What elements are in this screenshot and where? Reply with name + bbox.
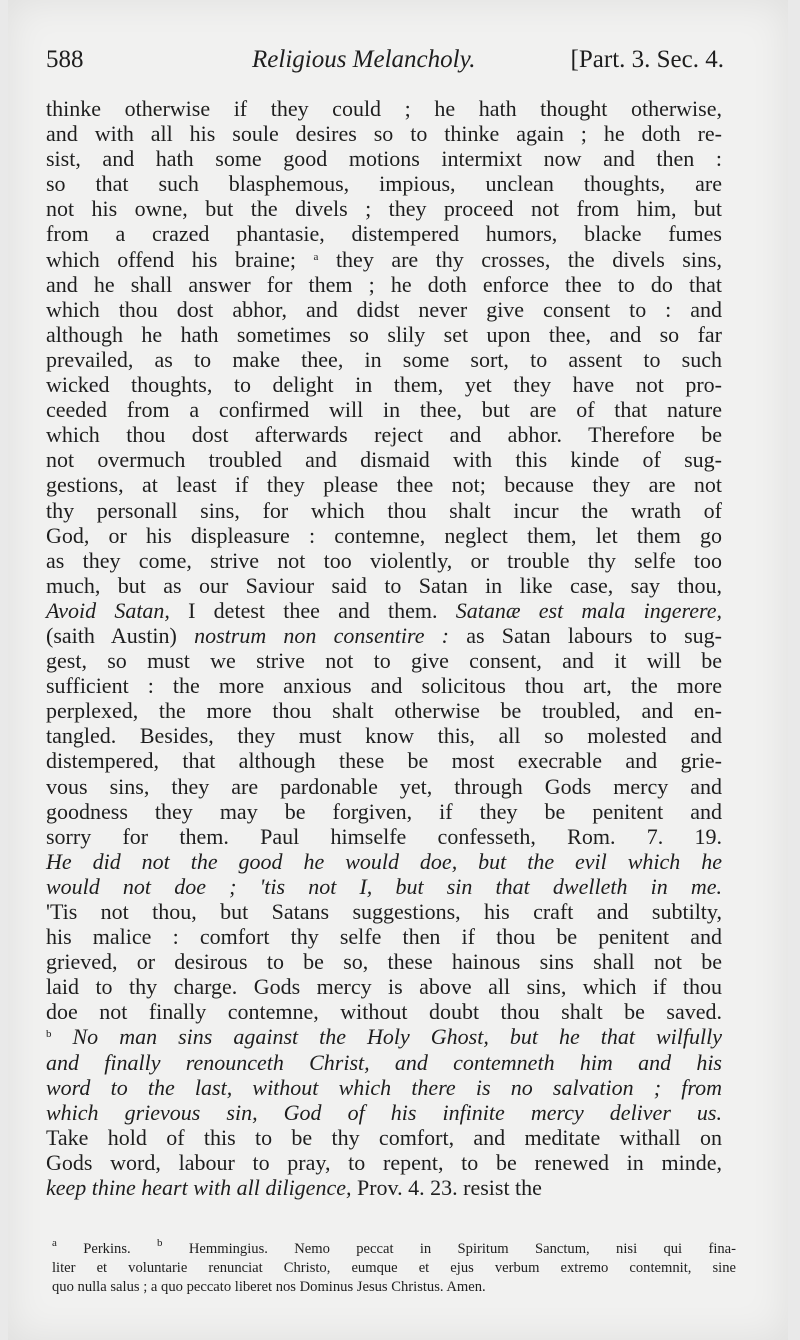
footnotes (52, 1237, 737, 1297)
body-line (46, 824, 722, 849)
text-run: so that such blasphemous, impious, unclean thoughts, are (46, 171, 722, 197)
text-run: distempered, that although these be most execrable and grie- (46, 748, 722, 774)
body-line (46, 799, 722, 824)
text-run: ceeded from a confirmed will in thee, but are of that nature (46, 397, 722, 423)
body-line (46, 96, 722, 121)
body-line (46, 498, 722, 523)
footnote-line (52, 1259, 736, 1278)
text-run: Satanæ est mala ingerere, (455, 597, 723, 623)
text-run: (saith Austin) (46, 622, 195, 648)
body-line (46, 874, 722, 899)
page-number: 588 (46, 46, 84, 73)
body-line (46, 623, 722, 648)
body-line (46, 171, 722, 196)
body-line (46, 322, 722, 347)
text-run: sist, and hath some good motions intermixt now and then : (46, 146, 722, 172)
body-line (46, 774, 722, 799)
text-run: they are thy crosses, the divels sins, (318, 246, 722, 272)
text-run: He did not the good he would doe, but the evil which he (46, 848, 722, 874)
body-line (46, 472, 722, 497)
body-line (46, 849, 722, 874)
body-line (46, 422, 722, 447)
body-line (46, 598, 722, 623)
body-line (46, 723, 722, 748)
body-line (46, 949, 722, 974)
body-line (46, 1125, 722, 1150)
text-run: Take hold of this to be thy comfort, and meditate withall on (46, 1124, 722, 1150)
body-line (46, 899, 722, 924)
body-line (46, 297, 722, 322)
text-run: grieved, or desirous to be so, these hainous sins shall not be (46, 949, 722, 975)
footnote-line (52, 1278, 736, 1297)
body-line (46, 372, 722, 397)
part-section-label: [Part. 3. Sec. 4. (570, 46, 724, 73)
body-line (46, 974, 722, 999)
body-text (46, 96, 722, 1200)
text-run: Gods word, labour to pray, to repent, to be renewed in minde, (46, 1149, 722, 1175)
body-line (46, 924, 722, 949)
text-run: nostrum non consentire : (194, 622, 449, 648)
body-line (46, 146, 722, 171)
text-run: which thou dost abhor, and didst never give consent to : and (46, 296, 722, 322)
text-run: God, or his displeasure : contemne, neglect them, let them go (46, 522, 722, 548)
body-line (46, 272, 722, 297)
text-run: 'Tis not thou, but Satans suggestions, his craft and subtilty, (46, 899, 722, 924)
text-run: prevailed, as to make thee, in some sort, to assent to such (46, 346, 722, 372)
body-line (46, 548, 722, 573)
body-line (46, 1024, 722, 1049)
running-header (46, 46, 736, 86)
text-run: word to the last, without which there is no salvation ; from (46, 1074, 722, 1100)
text-run: quo nulla salus ; a quo peccato liberet nos Dominus Jesus Christus. Amen. (52, 1279, 486, 1295)
text-run: as they come, strive not too violently, or trouble thy selfe too (46, 547, 722, 573)
footnote-marker: a (52, 1237, 57, 1249)
text-run: tangled. Besides, they must know this, all so molested and (46, 723, 722, 749)
body-line (46, 1175, 722, 1200)
text-run: Hemmingius. Nemo peccat in Spiritum Sanctum, nisi qui fina- (162, 1241, 737, 1257)
body-line (46, 748, 722, 773)
text-run: goodness they may be forgiven, if they be penitent and (46, 798, 722, 824)
text-run: his malice : comfort thy selfe then if thou be penitent and (46, 924, 722, 950)
text-run: not overmuch troubled and dismaid with this kinde of sug- (46, 447, 722, 473)
body-line (46, 221, 722, 246)
footnote-marker: a (313, 250, 319, 263)
text-run: doe not finally contemne, without doubt thou shalt be saved. (46, 999, 722, 1025)
text-run: gest, so must we strive not to give consent, and it will be (46, 648, 722, 674)
text-run: perplexed, the more thou shalt otherwise be troubled, and en- (46, 698, 722, 724)
footnote-marker: b (157, 1237, 163, 1249)
text-run: from a crazed phantasie, distempered humors, blacke fumes (46, 221, 722, 247)
body-line (46, 1100, 722, 1125)
text-run: as Satan labours to sug- (449, 622, 723, 648)
body-line (46, 247, 722, 272)
body-line (46, 1150, 722, 1175)
text-run: which grievous sin, God of his infinite mercy deliver us. (46, 1099, 722, 1125)
text-run: No man sins against the Holy Ghost, but he that wilfully (51, 1024, 722, 1050)
text-run: sorry for them. Paul himselfe confesseth, Rom. 7. 19. (46, 823, 722, 849)
text-run: I detest thee and them. (169, 597, 456, 623)
text-run: not his owne, but the divels ; they proceed not from him, but (46, 196, 722, 222)
body-line (46, 673, 722, 698)
text-run: gestions, at least if they please thee not; because they are not (46, 472, 722, 498)
text-run: laid to thy charge. Gods mercy is above all sins, which if thou (46, 974, 722, 1000)
text-run: vous sins, they are pardonable yet, through Gods mercy and (46, 773, 722, 799)
text-run: which thou dost afterwards reject and abhor. Therefore be (46, 422, 722, 448)
book-page (8, 0, 788, 1340)
text-run: liter et voluntarie renunciat Christo, eumque et ejus verbum extremo contemnit, sine (52, 1260, 736, 1276)
body-line (46, 1075, 722, 1100)
text-run: much, but as our Saviour said to Satan in like case, say thou, (46, 572, 722, 598)
text-run: which offend his braine; (46, 246, 314, 272)
body-line (46, 698, 722, 723)
text-run: and with all his soule desires so to thinke again ; he doth re- (46, 121, 722, 147)
running-title: Religious Melancholy. (252, 46, 476, 73)
body-line (46, 196, 722, 221)
footnote-marker: b (46, 1028, 52, 1041)
footnote-line (52, 1237, 737, 1259)
body-line (46, 523, 722, 548)
text-run: and finally renounceth Christ, and contemneth him and his (46, 1049, 722, 1075)
body-line (46, 397, 722, 422)
text-run: wicked thoughts, to delight in them, yet they have not pro- (46, 372, 722, 398)
body-line (46, 648, 722, 673)
text-run: sufficient : the more anxious and solicitous thou art, the more (46, 673, 722, 699)
text-run: and he shall answer for them ; he doth enforce thee to do that (46, 271, 722, 297)
body-line (46, 999, 722, 1024)
body-line (46, 1050, 722, 1075)
text-run: Perkins. (56, 1241, 158, 1257)
text-run: Avoid Satan, (46, 597, 170, 623)
text-run: thinke otherwise if they could ; he hath thought otherwise, (46, 96, 722, 121)
body-line (46, 347, 722, 372)
text-run: keep thine heart with all diligence, (46, 1175, 352, 1201)
text-run: Prov. 4. 23. resist the (351, 1175, 542, 1201)
body-line (46, 447, 722, 472)
text-run: although he hath sometimes so slily set upon thee, and so far (46, 321, 722, 347)
text-run: thy personall sins, for which thou shalt incur the wrath of (46, 497, 722, 523)
body-line (46, 573, 722, 598)
text-run: would not doe ; 'tis not I, but sin that dwelleth in me. (46, 873, 722, 899)
body-line (46, 121, 722, 146)
